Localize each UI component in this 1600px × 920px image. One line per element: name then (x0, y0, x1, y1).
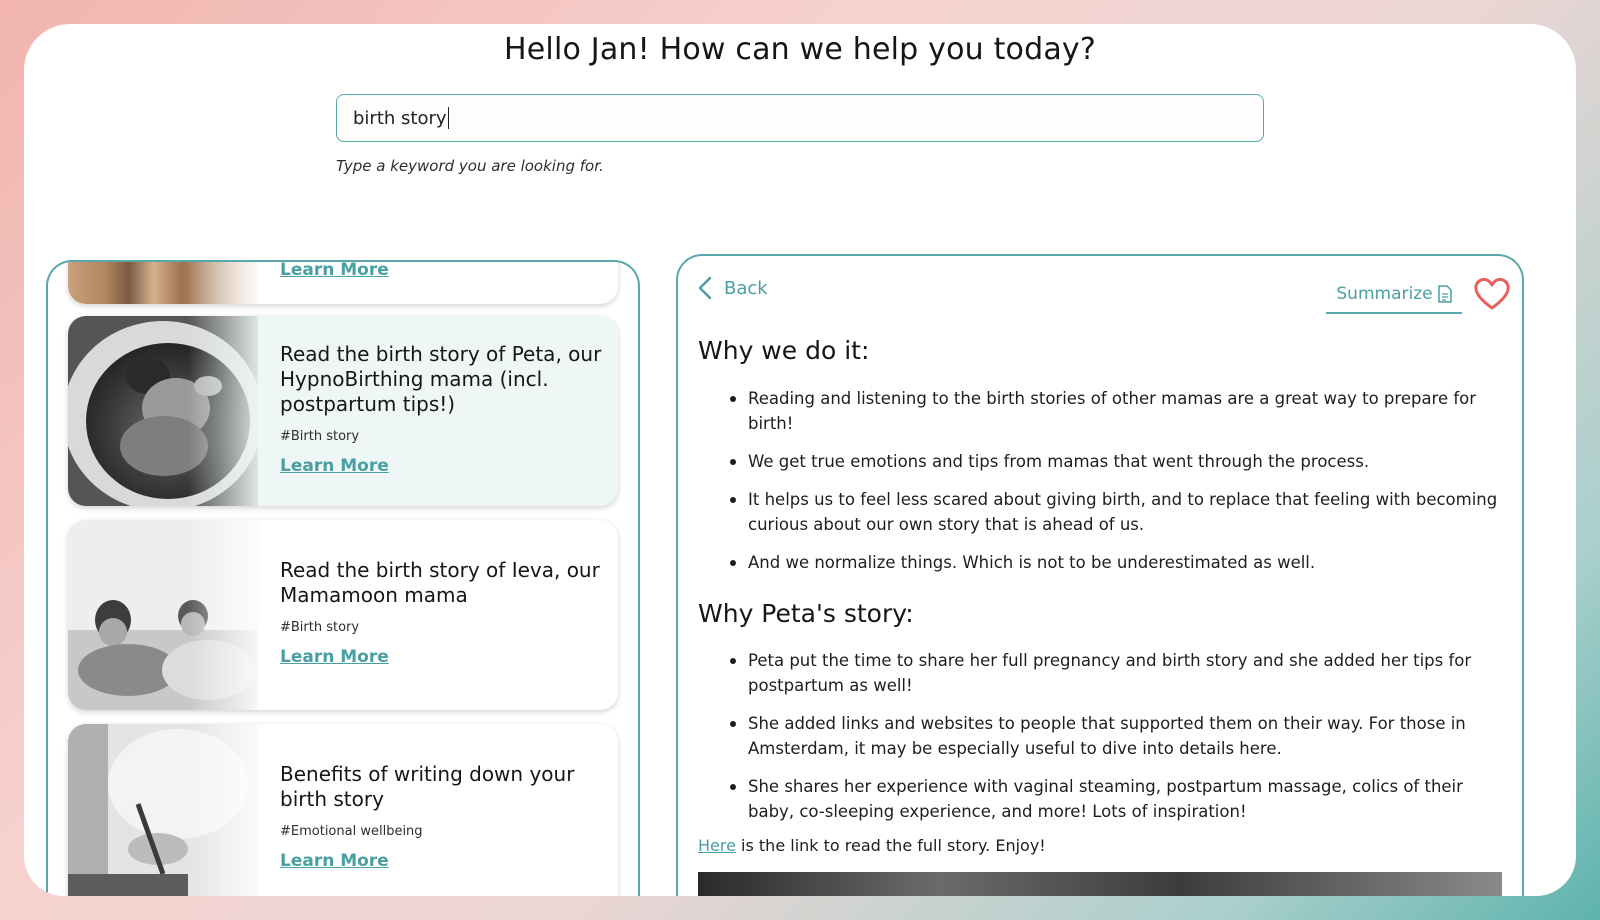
card-image (68, 520, 258, 710)
section-heading-peta: Why Peta's story: (698, 599, 914, 628)
favorite-button[interactable] (1474, 278, 1510, 314)
heart-icon (1474, 278, 1510, 310)
section-heading-why: Why we do it: (698, 336, 870, 365)
list-item: And we normalize things. Which is not to be underestimated as well. (730, 550, 1500, 575)
card-tag: #Birth story (280, 429, 360, 444)
list-item: She added links and websites to people that supported them on their way. For those in Amsterdam, it may be especially useful to dive into details here. (730, 711, 1500, 761)
here-link[interactable]: Here (698, 836, 736, 855)
app-window (24, 24, 1576, 896)
card-image (68, 724, 258, 896)
card-tag: #Emotional wellbeing (280, 824, 423, 839)
list-item: Reading and listening to the birth stories of other mamas are a great way to prepare for birth! (730, 386, 1500, 436)
bed-photo (68, 520, 258, 710)
list-item: Peta put the time to share her full pregnancy and birth story and she added her tips for postpartum as well! (730, 648, 1500, 698)
card-title: Read the birth story of Ieva, our Mamamoon mama (280, 558, 600, 607)
story-link-line (698, 836, 1046, 855)
why-list (730, 386, 1500, 588)
card-tag: #Birth story (280, 620, 360, 635)
card-title: Read the birth story of Peta, our HypnoBirthing mama (incl. postpartum tips!) (280, 342, 602, 416)
learn-more-link[interactable]: Learn More (280, 456, 389, 476)
birth-pool-photo (68, 316, 258, 506)
result-card-ieva[interactable] (68, 520, 618, 710)
summarize-button[interactable] (1326, 276, 1462, 314)
document-icon (1438, 285, 1452, 303)
card-image (68, 316, 258, 506)
story-link-text: is the link to read the full story. Enjoy! (735, 836, 1046, 855)
learn-more-link[interactable]: Learn More (280, 260, 389, 280)
learn-more-link[interactable]: Learn More (280, 647, 389, 667)
search-input-value: birth story (353, 107, 447, 129)
back-button[interactable] (698, 276, 768, 300)
story-image (698, 872, 1502, 896)
result-card[interactable] (68, 260, 618, 304)
search-hint: Type a keyword you are looking for. (336, 157, 604, 175)
card-image (68, 260, 258, 304)
search-input[interactable] (336, 94, 1264, 142)
summarize-label: Summarize (1336, 284, 1433, 304)
results-list[interactable] (46, 260, 640, 896)
result-card-writing[interactable] (68, 724, 618, 896)
card-title: Benefits of writing down your birth story (280, 762, 575, 811)
chevron-left-icon (698, 276, 712, 300)
back-label: Back (724, 277, 768, 299)
result-card-peta[interactable] (68, 316, 618, 506)
learn-more-link[interactable]: Learn More (280, 851, 389, 871)
peta-list (730, 648, 1500, 837)
text-caret (448, 107, 449, 129)
page-title: Hello Jan! How can we help you today? (504, 32, 1096, 67)
list-item: It helps us to feel less scared about giving birth, and to replace that feeling with becoming curious about our own story that is ahead of us. (730, 487, 1500, 537)
detail-panel (676, 254, 1524, 896)
writing-photo (68, 724, 258, 896)
list-item: She shares her experience with vaginal steaming, postpartum massage, colics of their baby, co-sleeping experience, and more! Lots of inspiration! (730, 774, 1500, 824)
list-item: We get true emotions and tips from mamas that went through the process. (730, 449, 1500, 474)
